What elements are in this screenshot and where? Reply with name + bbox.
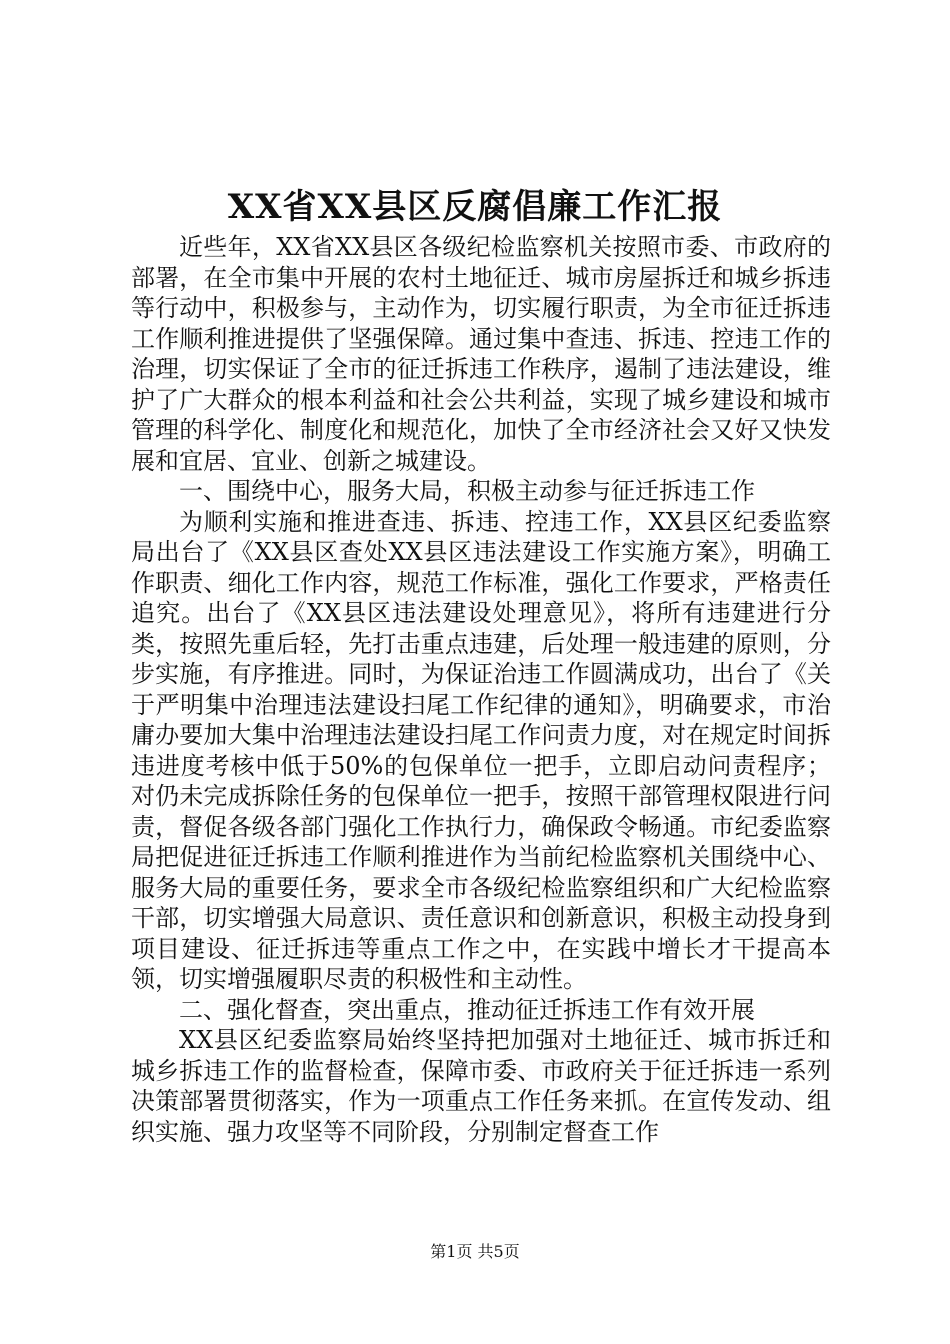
document-title: XX省XX县区反腐倡廉工作汇报: [227, 187, 723, 227]
paragraph-section-1: 为顺利实施和推进查违、拆违、控违工作，XX县区纪委监察局出台了《XX县区查处XX县区违法建设工作实施方案》，明确工作职责、细化工作内容，规范工作标准，强化工作要求，严格责任追究。出台了《XX县区违法建设处理意见》，将所有违建进行分类，按照先重后轻，先打击重点违建，后处理一般违建的原则，分步实施，有序推进。同时，为保证治违工作圆满成功，出台了《关于严明集中治理违法建设扫尾工作纪律的通知》，明确要求，市治庸办要加大集中治理违法建设扫尾工作问责力度，对在规定时间拆违进度考核中低于50%的包保单位一把手，立即启动问责程序；对仍未完成拆除任务的包保单位一把手，按照干部管理权限进行问责，督促各级各部门强化工作执行力，确保政令畅通。市纪委监察局把促进征迁拆违工作顺利推进作为当前纪检监察机关围绕中心、服务大局的重要任务，要求全市各级纪检监察组织和广大纪检监察干部，切实增强大局意识、责任意识和创新意识，积极主动投身到项目建设、征迁拆违等重点工作之中，在实践中增长才干提高本领，切实增强履职尽责的积极性和主动性。: [131, 507, 831, 993]
page-number-footer: 第1页 共5页: [430, 1242, 520, 1261]
document-body: [131, 232, 831, 1147]
paragraph-intro: 近些年，XX省XX县区各级纪检监察机关按照市委、市政府的部署，在全市集中开展的农村土地征迁、城市房屋拆迁和城乡拆违等行动中，积极参与，主动作为，切实履行职责，为全市征迁拆违工作顺利推进提供了坚强保障。通过集中查违、拆违、控违工作的治理，切实保证了全市的征迁拆违工作秩序，遏制了违法建设，维护了广大群众的根本利益和社会公共利益，实现了城乡建设和城市管理的科学化、制度化和规范化，加快了全市经济社会又好又快发展和宜居、宜业、创新之城建设。: [131, 233, 831, 475]
section-heading-1: 一、围绕中心，服务大局，积极主动参与征迁拆违工作: [179, 477, 755, 505]
paragraph-section-2: XX县区纪委监察局始终坚持把加强对土地征迁、城市拆迁和城乡拆违工作的监督检查，保障市委、市政府关于征迁拆违一系列决策部署贯彻落实，作为一项重点工作任务来抓。在宣传发动、组织实施、强力攻坚等不同阶段，分别制定督查工作: [131, 1026, 831, 1146]
section-heading-2: 二、强化督查，突出重点，推动征迁拆违工作有效开展: [179, 995, 755, 1024]
